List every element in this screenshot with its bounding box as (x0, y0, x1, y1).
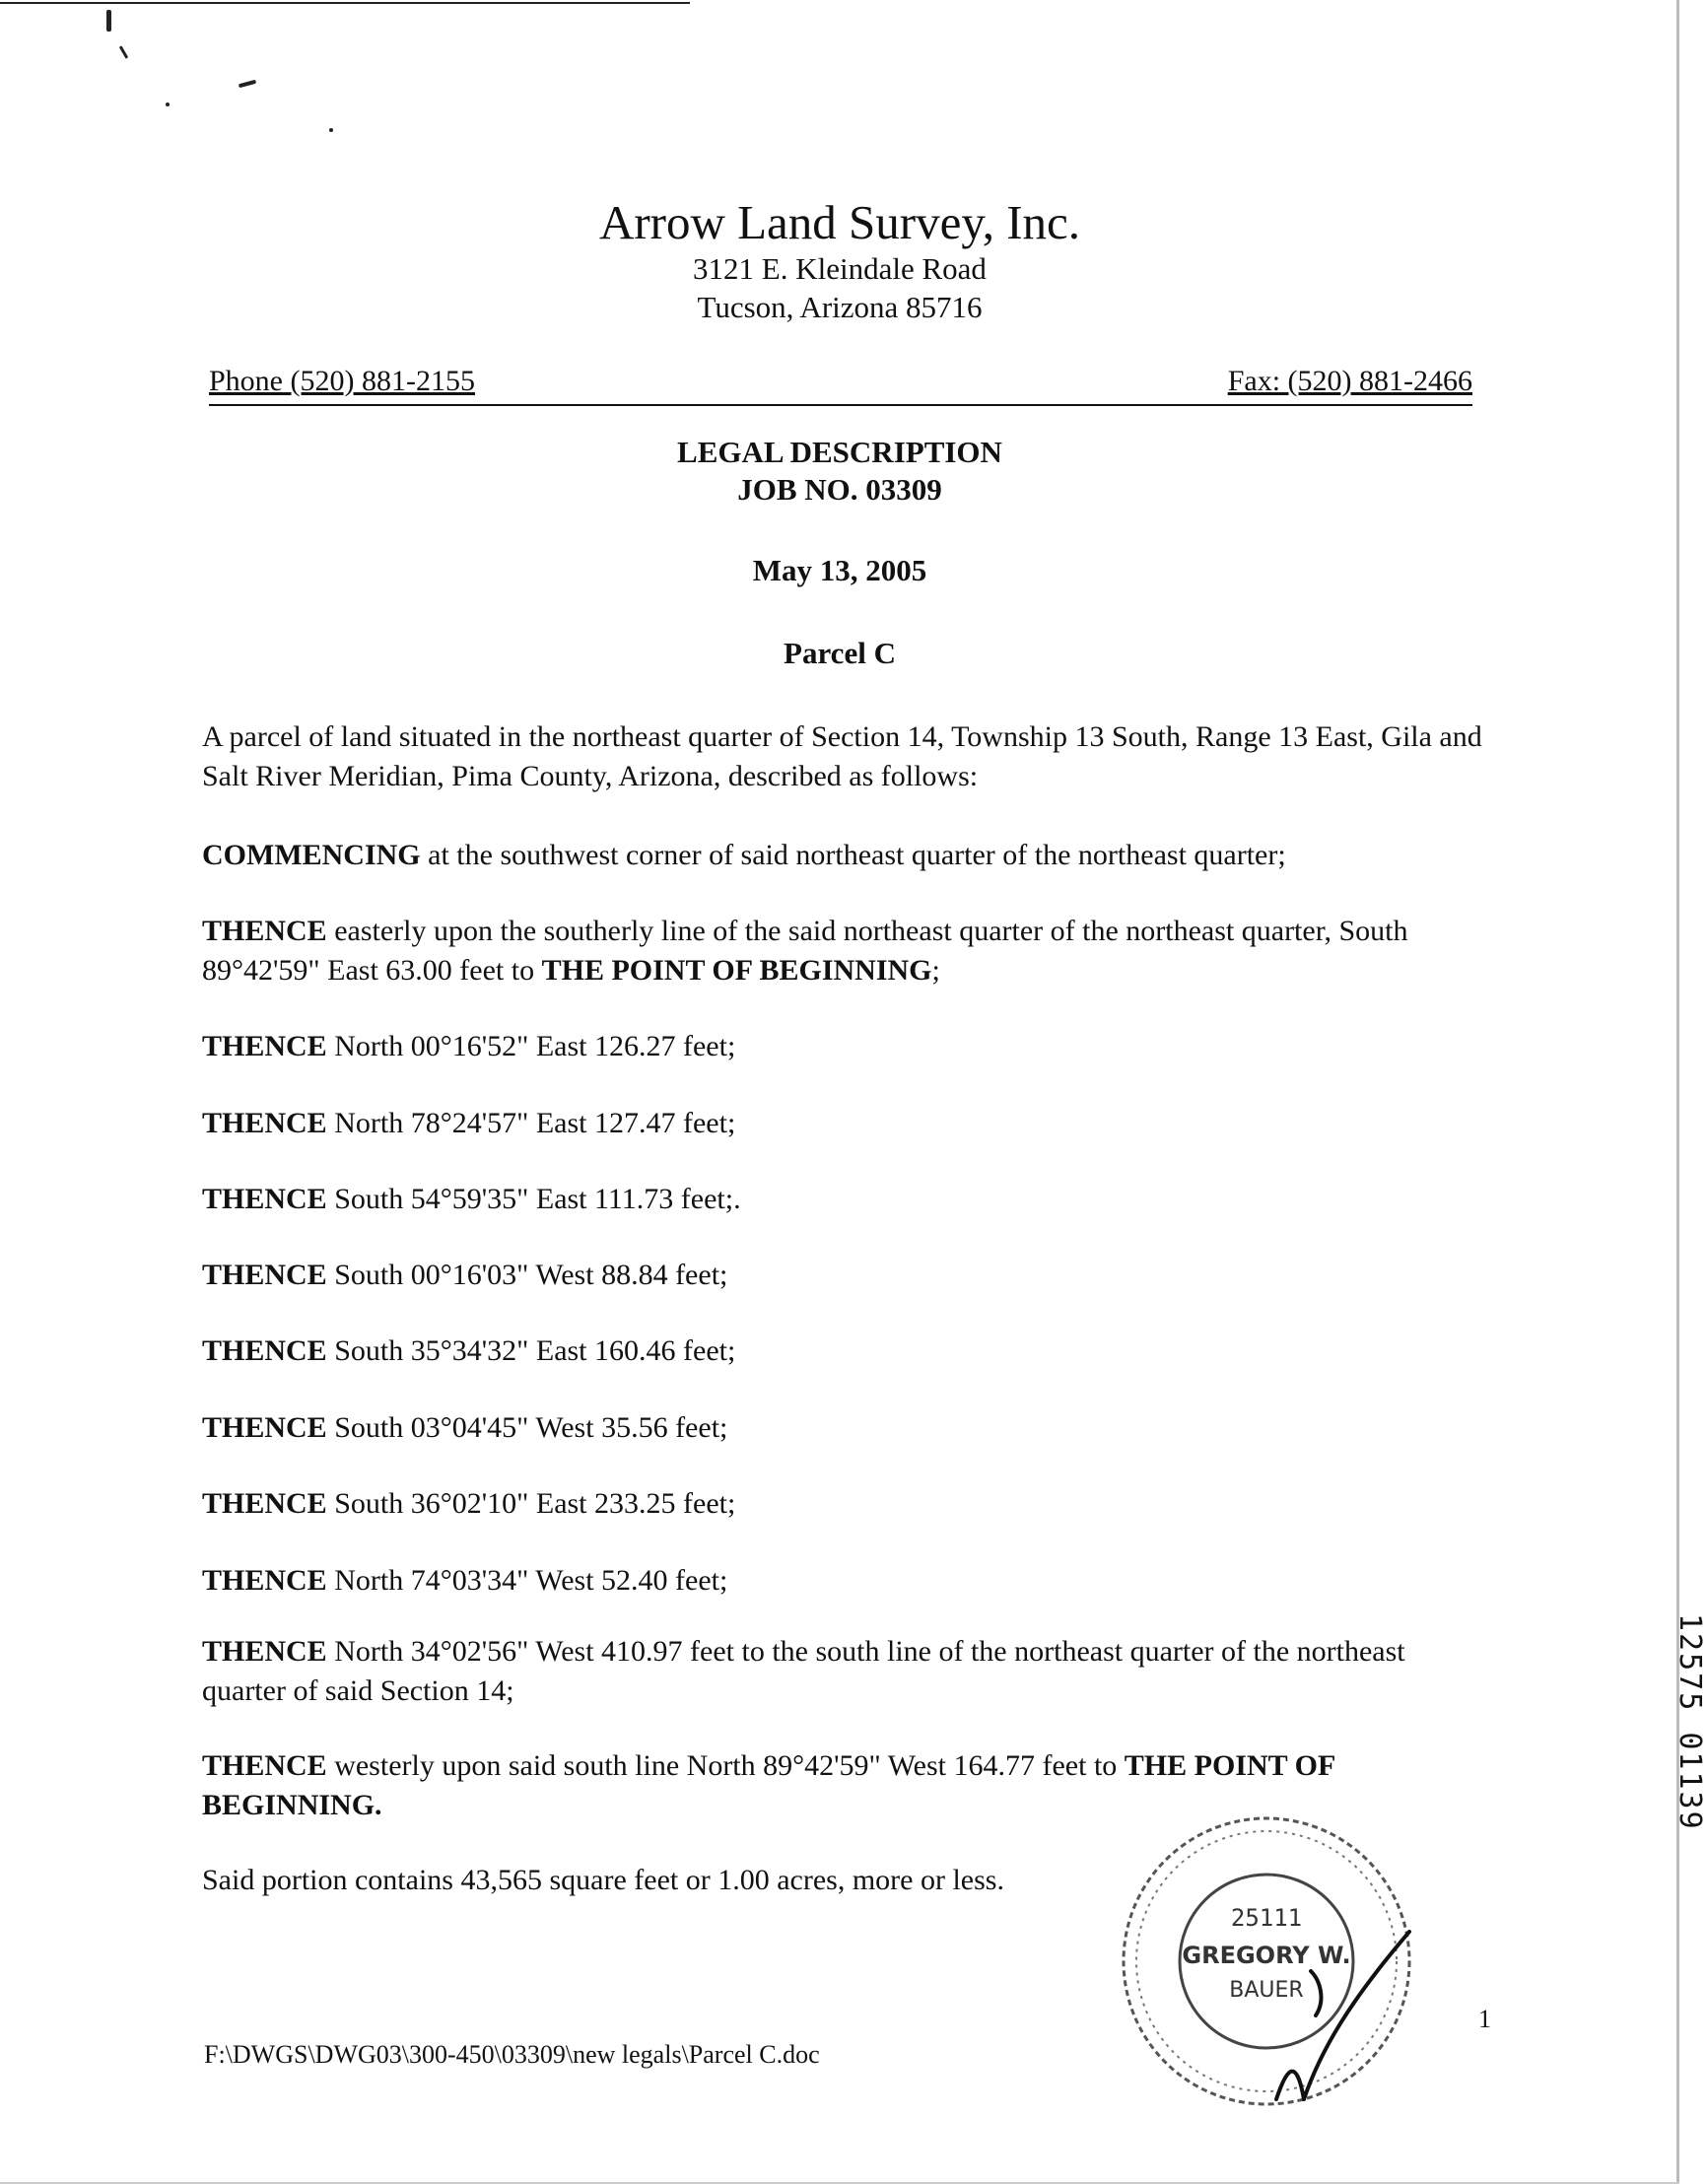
call-text: South 03°04'45" West 35.56 feet; (326, 1411, 728, 1444)
scan-speck (166, 102, 170, 106)
keyword: THENCE (202, 915, 327, 947)
call-text: easterly upon the southerly line of the said northeast quarter of the northeast quarter, South 89°42'59" East 63.00 feet to (202, 915, 1408, 987)
area-statement: Said portion contains 43,565 square feet or 1.00 acres, more or less. (202, 1864, 1004, 1896)
document-title: LEGAL DESCRIPTION (677, 435, 1002, 469)
call-text: South 00°16'03" West 88.84 feet; (326, 1259, 728, 1291)
call-text: South 54°59'35" East 111.73 feet;. (326, 1183, 741, 1215)
keyword: THENCE (202, 1487, 327, 1520)
intro-paragraph: A parcel of land situated in the northeast quarter of Section 14, Township 13 South, Range 13 East, Gila and Salt River Meridian, Pima County, Arizona, described as follows: (202, 720, 1482, 792)
call-text: South 35°34'32" East 160.46 feet; (326, 1334, 736, 1367)
address-line-2: Tucson, Arizona 85716 (697, 290, 983, 324)
keyword: THENCE (202, 1564, 327, 1597)
bold-text: THE POINT OF BEGINNING (541, 954, 932, 987)
call-paragraph (202, 1331, 1483, 1371)
address-line-1: 3121 E. Kleindale Road (693, 251, 987, 286)
keyword: THENCE (202, 1259, 327, 1291)
keyword: THENCE (202, 1107, 327, 1139)
scan-speck (329, 128, 333, 132)
keyword: COMMENCING (202, 839, 421, 871)
page-number: 1 (1478, 2005, 1491, 2033)
call-paragraph (202, 1408, 1483, 1448)
contact-row (209, 365, 1472, 406)
call-text: North 34°02'56" West 410.97 feet to the south line of the northeast quarter of the northeast quarter of said Section 14; (202, 1635, 1405, 1707)
seal-name-line2: BAUER (1229, 1978, 1304, 2003)
keyword: THENCE (202, 1749, 327, 1782)
call-text: North 00°16'52" East 126.27 feet; (326, 1030, 736, 1062)
phone-number: Phone (520) 881-2155 (209, 365, 475, 397)
keyword: THENCE (202, 1030, 327, 1062)
bold-text: THE POINT OF BEGINNING. (202, 1749, 1335, 1821)
call-tail: ; (931, 954, 940, 987)
scan-top-line (0, 2, 690, 4)
call-paragraph (202, 912, 1483, 990)
job-number: JOB NO. 03309 (737, 472, 942, 507)
scan-speck (106, 10, 111, 32)
call-paragraph (202, 1256, 1483, 1295)
fax-number: Fax: (520) 881-2466 (1227, 365, 1472, 397)
call-paragraph (202, 1484, 1483, 1524)
call-paragraph (202, 1104, 1483, 1143)
parcel-name: Parcel C (784, 636, 896, 670)
document-date: May 13, 2005 (752, 553, 927, 587)
call-paragraph (202, 1561, 1483, 1601)
surveyor-seal (1109, 1804, 1424, 2119)
company-name: Arrow Land Survey, Inc. (598, 195, 1081, 249)
call-text: South 36°02'10" East 233.25 feet; (326, 1487, 736, 1520)
seal-number: 25111 (1230, 1904, 1303, 1932)
call-text: at the southwest corner of said northeast quarter of the northeast quarter; (420, 839, 1286, 871)
keyword: THENCE (202, 1334, 327, 1367)
call-text: westerly upon said south line North 89°42'59" West 164.77 feet to (326, 1749, 1125, 1782)
commencing-paragraph (202, 836, 1483, 875)
call-text: North 78°24'57" East 127.47 feet; (326, 1107, 736, 1139)
scan-speck (119, 45, 129, 59)
seal-name-line1: GREGORY W. (1182, 1942, 1351, 1969)
side-stamp-number: 12575 01139 (1673, 1613, 1707, 1831)
file-path: F:\DWGS\DWG03\300-450\03309\new legals\Parcel C.doc (204, 2040, 820, 2069)
scan-speck (239, 80, 256, 89)
call-paragraph (202, 1632, 1444, 1711)
call-paragraph (202, 1180, 1483, 1219)
keyword: THENCE (202, 1635, 327, 1668)
call-paragraph (202, 1027, 1483, 1066)
keyword: THENCE (202, 1411, 327, 1444)
keyword: THENCE (202, 1183, 327, 1215)
call-text: North 74°03'34" West 52.40 feet; (326, 1564, 728, 1597)
